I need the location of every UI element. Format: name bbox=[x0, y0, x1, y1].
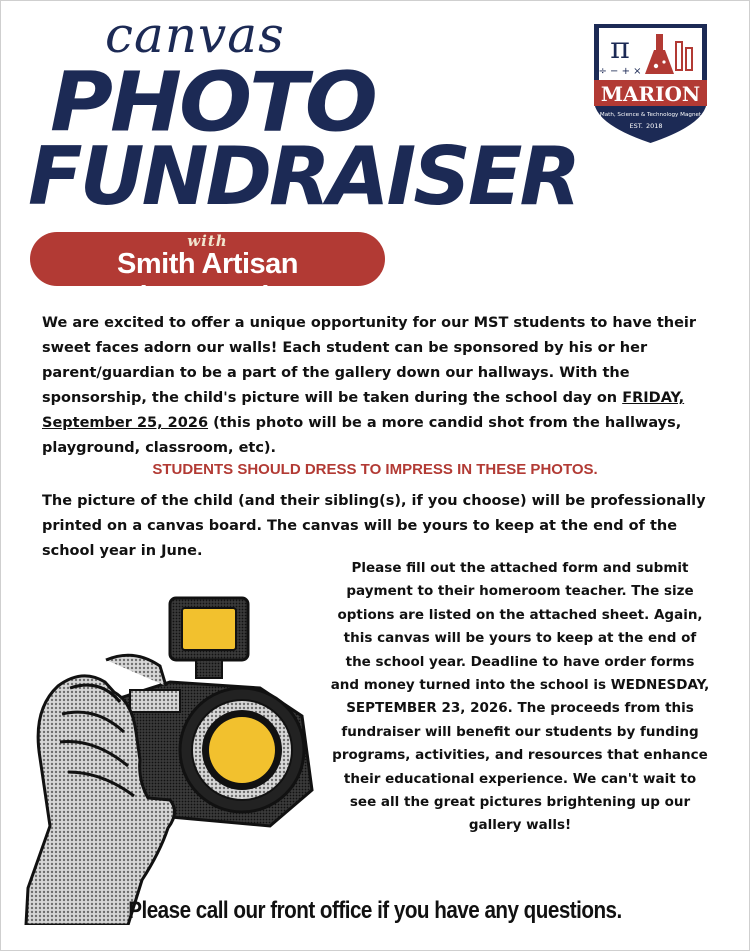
intro-text-after: (this photo will be a more candid shot from the hallways, playground, classroom, etc). bbox=[42, 415, 682, 456]
camera-hand-icon bbox=[10, 590, 335, 925]
canvas-info-paragraph: The picture of the child (and their sibling(s), if you choose) will be professionally printed on a canvas board. The canvas will be yours to keep at the end of the school year in June. bbox=[42, 493, 706, 559]
photo-date: FRIDAY, September 25, 2026 bbox=[42, 390, 685, 431]
pi-symbol: π bbox=[610, 31, 630, 66]
marion-school-logo bbox=[588, 20, 713, 145]
instructions-paragraph: Please fill out the attached form and submit payment to their homeroom teacher. The size options are listed on the attached sheet. Again, this canvas will be yours to keep at the end of the school year. Deadline to have order forms and money turned into the school is WEDNESDAY, SEPTEMBER 23, 2026. The proceeds from this fundraiser will benefit our students by funding programs, activities, and resources that enhance their educational experience. We can't wait to see all the great pictures brightening up our gallery walls! bbox=[330, 560, 710, 834]
lens-icon bbox=[209, 717, 275, 783]
intro-paragraph bbox=[42, 311, 722, 461]
photographer-banner bbox=[30, 232, 385, 313]
canvas-heading: canvas bbox=[105, 6, 285, 64]
photo-heading: PHOTO bbox=[50, 55, 375, 151]
math-symbols: ÷ − + × bbox=[598, 66, 642, 77]
logo-name: MARION bbox=[600, 82, 701, 106]
dress-notice: STUDENTS SHOULD DRESS TO IMPRESS IN THESE PHOTOS. bbox=[152, 461, 598, 478]
fundraiser-heading: FUNDRAISER bbox=[28, 130, 579, 223]
banner-with: with bbox=[187, 232, 228, 250]
intro-text: We are excited to offer a unique opportunity for our MST students to have their sweet faces adorn our walls! Each student can be sponsored by his or her parent/guardian to be a part of the gallery down our hallways. With the sponsorship, the child's picture will be taken during the school day on bbox=[42, 315, 697, 406]
logo-tagline: Math, Science & Technology Magnet bbox=[599, 112, 702, 118]
photographer-name: Smith Artisan Photography bbox=[117, 248, 298, 313]
logo-est-year: 2018 bbox=[646, 122, 663, 130]
logo-est-label: EST. bbox=[629, 122, 643, 130]
flash-unit bbox=[170, 598, 248, 678]
contact-footer: Please call our front office if you have any questions. bbox=[128, 897, 622, 924]
